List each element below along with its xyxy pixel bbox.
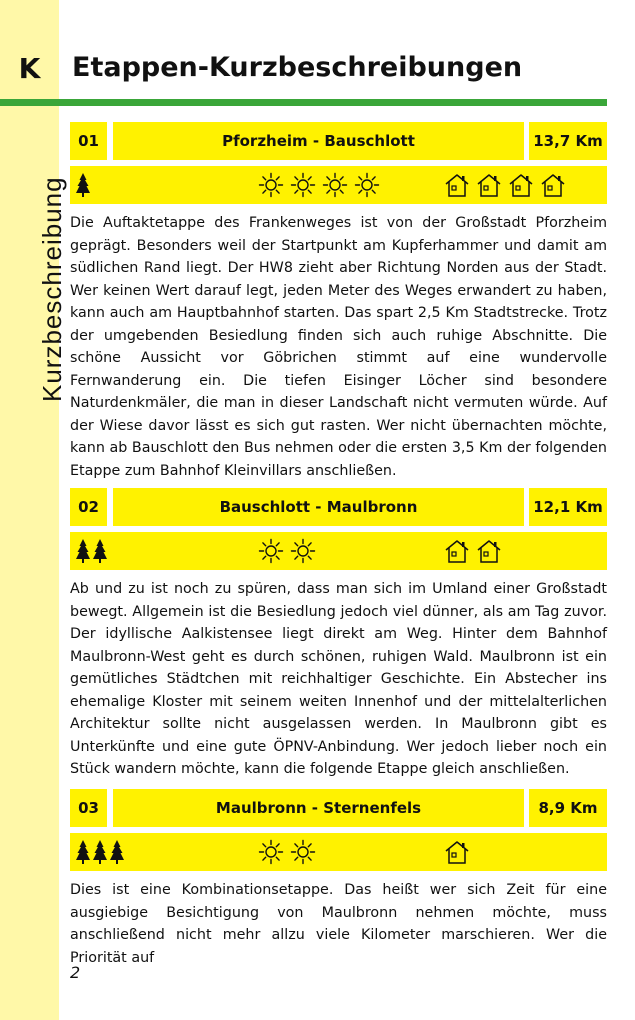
tree-icon: [76, 839, 90, 865]
tree-icon: [93, 839, 107, 865]
stage-number: 02: [70, 488, 107, 526]
forest-rating: [76, 838, 127, 866]
page-title: Etappen-Kurzbeschreibungen: [72, 52, 523, 83]
forest-rating: [76, 171, 93, 199]
stage-distance: 13,7 Km: [529, 122, 607, 160]
stage-rating-bar: [70, 833, 607, 871]
house-rating: [444, 838, 476, 866]
house-icon: [476, 172, 502, 198]
sun-icon: [258, 538, 284, 564]
stage-number: 03: [70, 789, 107, 827]
section-label: Kurzbeschreibung: [37, 176, 67, 402]
sun-rating: [258, 537, 322, 565]
house-icon: [508, 172, 534, 198]
tree-icon: [93, 538, 107, 564]
stage-header: [70, 122, 607, 160]
house-icon: [476, 538, 502, 564]
stage-distance: 12,1 Km: [529, 488, 607, 526]
title-divider: [0, 99, 607, 106]
house-icon: [444, 172, 470, 198]
stage-01: [70, 122, 607, 482]
sun-icon: [290, 538, 316, 564]
house-rating: [444, 537, 508, 565]
tree-icon: [76, 538, 90, 564]
sidebar: [0, 0, 67, 1020]
section-letter: K: [18, 52, 41, 85]
stage-description: Die Auftaktetappe des Frankenweges ist von der Großstadt Pforzheim geprägt. Besonders weil der Startpunkt am Kupferhammer und damit am südlichen Rand liegt. Der HW8 zieht aber Richtung Norden aus der Stadt. Wer keinen Wert darauf legt, jeden Meter des Weges erwandert zu haben, kann auch am Hauptbahnhof starten. Das spart 2,5 Km Stadtstrecke. Trotz der umgebenden Besiedlung finden sich auch ruhige Abschnitte. Die schöne Aussicht vor Göbrichen stimmt auf eine wundervolle Fernwanderung ein. Die tiefen Eisinger Löcher sind besondere Naturdenkmäler, die man in dieser Landschaft nicht vermuten würde. Auf der Wiese davor lässt es sich gut rasten. Wer nicht übernachten möchte, kann ab Bauschlott den Bus nehmen oder die ersten 3,5 Km der folgenden Etappe zum Bahnhof Kleinvillars anschließen.: [70, 215, 607, 479]
tree-icon: [76, 172, 90, 198]
sun-icon: [290, 172, 316, 198]
house-icon: [444, 839, 470, 865]
stage-distance: 8,9 Km: [529, 789, 607, 827]
sun-rating: [258, 171, 386, 199]
stage-header: [70, 789, 607, 827]
stage-02: [70, 488, 607, 781]
house-icon: [444, 538, 470, 564]
stage-rating-bar: [70, 166, 607, 204]
sun-icon: [354, 172, 380, 198]
stage-route: Bauschlott - Maulbronn: [113, 488, 524, 526]
sun-rating: [258, 838, 322, 866]
sun-icon: [258, 839, 284, 865]
stage-route: Pforzheim - Bauschlott: [113, 122, 524, 160]
house-icon: [540, 172, 566, 198]
stage-03: [70, 789, 607, 969]
stage-description: Dies ist eine Kombinationsetappe. Das heißt wer sich Zeit für eine ausgiebige Besichtigung von Maulbronn nehmen möchte, muss anschließend nicht mehr allzu viele Kilometer marschieren. Wer die Priorität auf: [70, 882, 607, 966]
tree-icon: [110, 839, 124, 865]
stage-number: 01: [70, 122, 107, 160]
stage-rating-bar: [70, 532, 607, 570]
sun-icon: [290, 839, 316, 865]
forest-rating: [76, 537, 110, 565]
sun-icon: [322, 172, 348, 198]
stage-header: [70, 488, 607, 526]
page-number: 2: [70, 963, 81, 982]
stage-description: Ab und zu ist noch zu spüren, dass man sich im Umland einer Großstadt bewegt. Allgemein ist die Besiedlung jedoch viel dünner, als am Tag zuvor. Der idyllische Aalkistensee liegt direkt am Weg. Hinter dem Bahnhof Maulbronn-West geht es durch schönen, ruhigen Wald. Maulbronn ist ein gemütliches Städtchen mit reichhaltiger Geschichte. Ein Abstecher ins ehemalige Kloster mit seinem weiten Innenhof und der mittelalterlichen Architektur sollte nicht ausgelassen werden. In Maulbronn gibt es Unterkünfte und eine gute ÖPNV-Anbindung. Wer jedoch lieber noch ein Stück wandern möchte, kann die folgende Etappe gleich anschließen.: [70, 581, 607, 777]
sun-icon: [258, 172, 284, 198]
house-rating: [444, 171, 572, 199]
stage-route: Maulbronn - Sternenfels: [113, 789, 524, 827]
